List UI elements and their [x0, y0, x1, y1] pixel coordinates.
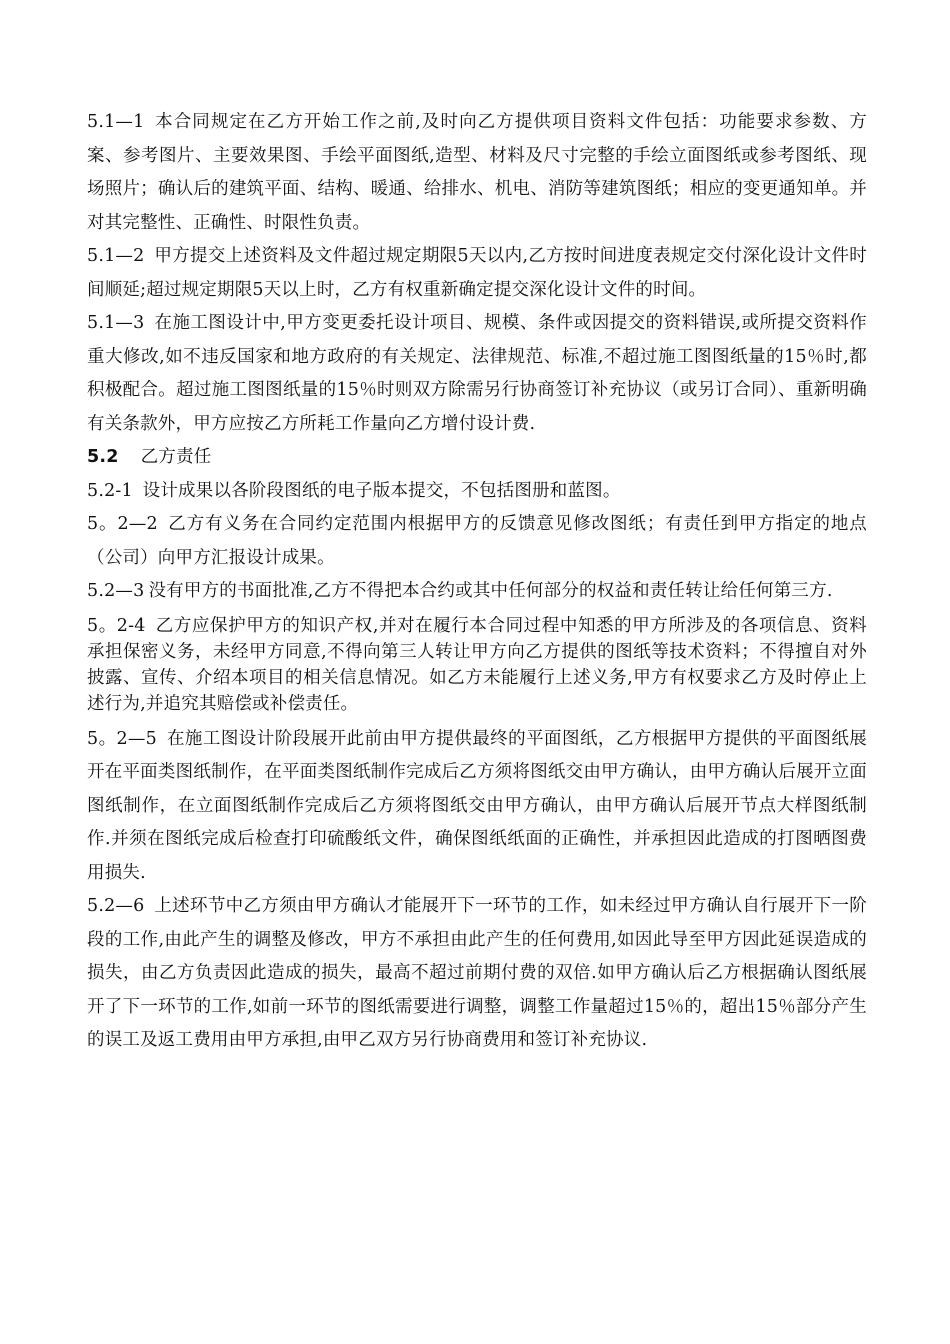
clause-number: 5.2—6: [87, 896, 145, 916]
clause-number: 5.1—2: [87, 246, 145, 266]
clause-text: 设计成果以各阶段图纸的电子版本提交，不包括图册和蓝图。: [142, 480, 621, 501]
clause-number: 5。2-4: [87, 615, 146, 636]
clause-5-1-3: [87, 307, 867, 441]
clause-5-2-2: [87, 508, 867, 575]
clause-5-2-5: [87, 723, 867, 891]
document-page: [87, 106, 867, 1058]
clause-5-2-6: [87, 890, 867, 1058]
clause-text: 没有甲方的书面批准,乙方不得把本合约或其中任何部分的权益和责任转让给任何第三方.: [148, 581, 833, 601]
clause-text: 乙方有义务在合同约定范围内根据甲方的反馈意见修改图纸；有责任到甲方指定的地点（公司）向甲方汇报设计成果。: [87, 514, 867, 568]
clause-5-1-2: [87, 240, 867, 307]
clause-text: 在施工图设计阶段展开此前由甲方提供最终的平面图纸，乙方根据甲方提供的平面图纸展开在平面类图纸制作，在平面类图纸制作完成后乙方须将图纸交由甲方确认，由甲方确认后展开立面图纸制作，在立面图纸制作完成后乙方须将图纸交由甲方确认，由甲方确认后展开节点大样图纸制作.并须在图纸完成后检查打印硫酸纸文件，确保图纸纸面的正确性，并承担因此造成的打图晒图费用损失.: [87, 728, 868, 883]
clause-5-1-1: [87, 106, 867, 240]
clause-number: 5.1—1: [87, 112, 145, 132]
clause-number: 5.2—3: [87, 581, 145, 601]
clause-number: 5。2—5: [87, 728, 157, 749]
clause-text: 本合同规定在乙方开始工作之前,及时向乙方提供项目资料文件包括：功能要求参数、方案、参考图片、主要效果图、手绘平面图纸,造型、材料及尺寸完整的手绘立面图纸或参考图纸、现场照片；确认后的建筑平面、结构、暖通、给排水、机电、消防等建筑图纸；相应的变更通知单。并对其完整性、正确性、时限性负责。: [87, 112, 867, 233]
clause-5-2-1: [87, 475, 867, 509]
clause-text: 在施工图设计中,甲方变更委托设计项目、规模、条件或因提交的资料错误,或所提交资料作重大修改,如不违反国家和地方政府的有关规定、法律规范、标准,不超过施工图图纸量的15％时,都积极配合。超过施工图图纸量的15％时则双方除需另行协商签订补充协议（或另订合同）、重新明确有关条款外，甲方应按乙方所耗工作量向乙方增付设计费.: [87, 313, 867, 434]
section-title: 乙方责任: [140, 447, 212, 467]
clause-text: 上述环节中乙方须由甲方确认才能展开下一环节的工作，如未经过甲方确认自行展开下一阶段的工作,由此产生的调整及修改，甲方不承担由此产生的任何费用,如因此导至甲方因此延误造成的损失，由乙方负责因此造成的损失，最高不超过前期付费的双倍.如甲方确认后乙方根据确认图纸展开了下一环节的工作,如前一环节的图纸需要进行调整，调整工作量超过15％的，超出15％部分产生的误工及返工费用由甲方承担,由甲乙双方另行协商费用和签订补充协议.: [87, 896, 868, 1050]
section-heading: [87, 441, 867, 475]
clause-text: 乙方应保护甲方的知识产权,并对在履行本合同过程中知悉的甲方所涉及的各项信息、资料承担保密义务，未经甲方同意,不得向第三人转让甲方向乙方提供的图纸等技术资料；不得擅自对外披露、宣传、介绍本项目的相关信息情况。如乙方未能履行上述义务,甲方有权要求乙方及时停止上述行为,并追究其赔偿或补偿责任。: [87, 615, 867, 714]
section-number: 5.2: [87, 447, 119, 467]
clause-number: 5.2-1: [87, 480, 133, 501]
clause-5-2-4: [87, 613, 867, 717]
clause-text: 甲方提交上述资料及文件超过规定期限5天以内,乙方按时间进度表规定交付深化设计文件时间顺延;超过规定期限5天以上时，乙方有权重新确定提交深化设计文件的时间。: [87, 246, 867, 300]
clause-number: 5。2—2: [87, 514, 158, 534]
clause-5-2-3: [87, 575, 867, 609]
clause-number: 5.1—3: [87, 313, 145, 333]
